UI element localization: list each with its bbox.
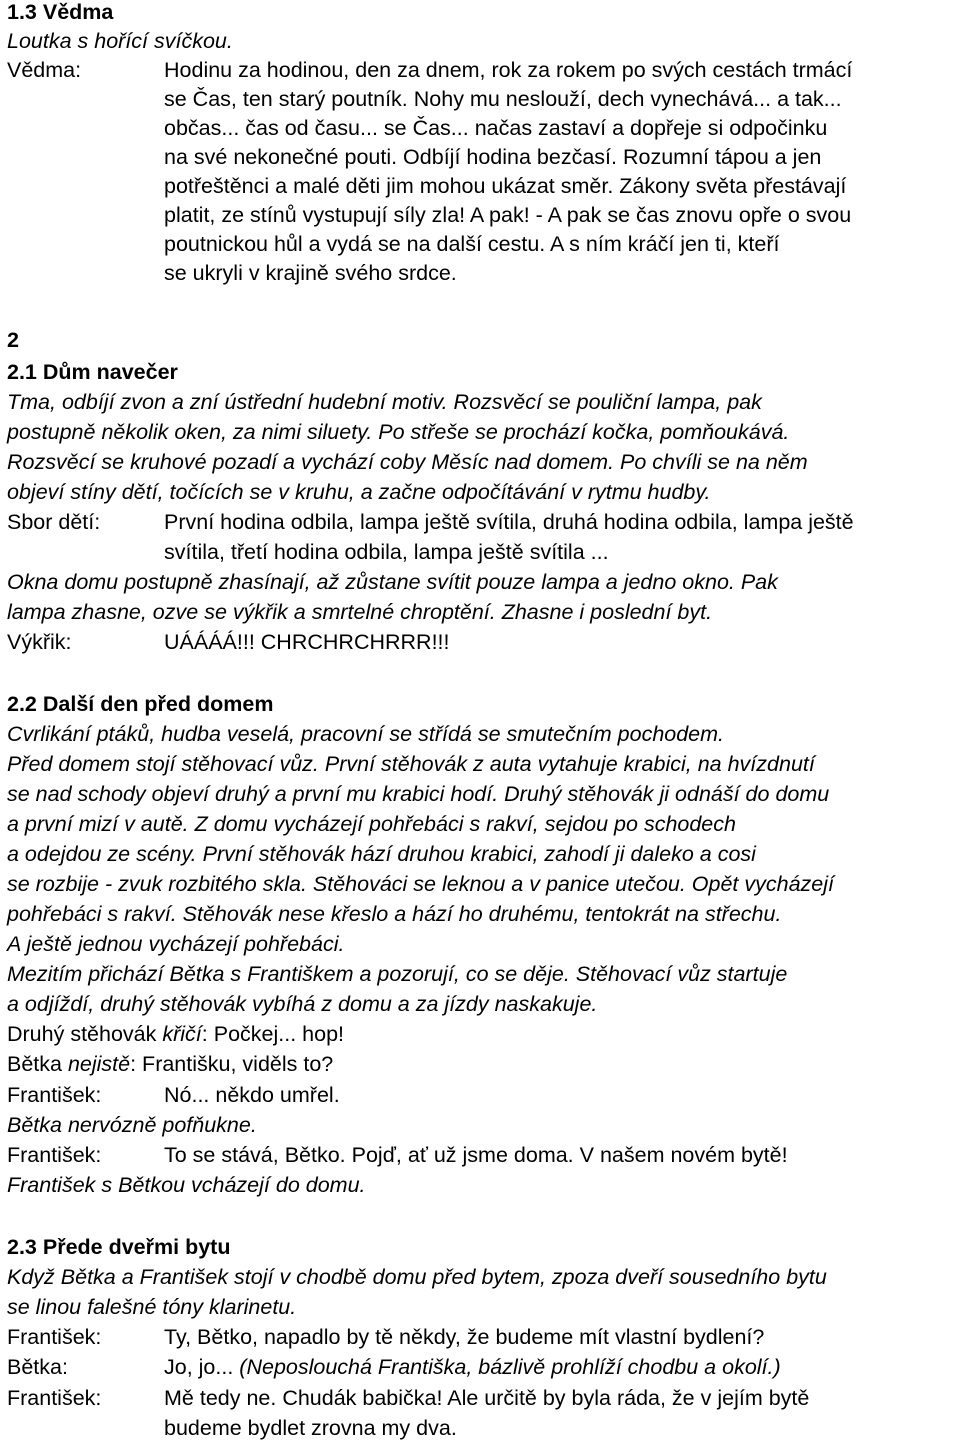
speech-text: : Františku, viděls to? bbox=[130, 1052, 334, 1076]
speaker-direction: nejistě bbox=[67, 1052, 131, 1076]
speaker-label: František: bbox=[7, 1325, 102, 1349]
stage-direction: Tma, odbíjí zvon a zní ústřední hudební motiv. Rozsvěcí se pouliční lampa, pak bbox=[7, 390, 762, 414]
stage-direction: pohřebáci s rakví. Stěhovák nese křeslo a hází ho druhému, tentokrát na střechu. bbox=[7, 902, 782, 926]
speech-line: potřeštěnci a malé děti jim mohou ukázat směr. Zákony světa přestávají bbox=[164, 174, 847, 198]
section-heading-2-1: 2.1 Dům navečer bbox=[7, 360, 178, 384]
speech-line: občas... čas od času... se Čas... načas zastaví a dopřeje si odpočinku bbox=[164, 116, 828, 140]
speech-text: Jo, jo... bbox=[164, 1355, 240, 1379]
stage-direction: Rozsvěcí se kruhové pozadí a vychází coby Měsíc nad domem. Po chvíli se na něm bbox=[7, 450, 808, 474]
speech-line bbox=[164, 1353, 781, 1382]
dialogue-line bbox=[7, 1020, 344, 1049]
speech-line: poutnickou hůl a vydá se na další cestu. A s ním kráčí jen ti, kteří bbox=[164, 232, 780, 256]
stage-direction: Okna domu postupně zhasínají, až zůstane svítit pouze lampa a jedno okno. Pak bbox=[7, 570, 778, 594]
speech-line: Mě tedy ne. Chudák babička! Ale určitě by byla ráda, že v jejím bytě bbox=[164, 1386, 810, 1410]
stage-direction: a odjíždí, druhý stěhovák vybíhá z domu a za jízdy naskakuje. bbox=[7, 992, 598, 1016]
stage-direction: Mezitím přichází Bětka s Františkem a pozorují, co se děje. Stěhovací vůz startuje bbox=[7, 962, 788, 986]
stage-direction: objeví stíny dětí, točících se v kruhu, a začne odpočítávání v rytmu hudby. bbox=[7, 480, 711, 504]
section-heading-1-3: 1.3 Vědma bbox=[7, 0, 114, 24]
speaker-direction: (Neposlouchá Františka, bázlivě prohlíží chodbu a okolí.) bbox=[239, 1355, 781, 1379]
speaker-label: František: bbox=[7, 1143, 102, 1167]
speaker-label: Bětka bbox=[7, 1052, 68, 1076]
speaker-label: František: bbox=[7, 1386, 102, 1410]
section-heading-2-2: 2.2 Další den před domem bbox=[7, 692, 274, 716]
stage-direction: Cvrlikání ptáků, hudba veselá, pracovní se střídá se smutečním pochodem. bbox=[7, 722, 725, 746]
stage-direction: se rozbije - zvuk rozbitého skla. Stěhováci se leknou a v panice utečou. Opět vycházejí bbox=[7, 872, 834, 896]
speaker-label: Vědma: bbox=[7, 58, 82, 82]
speech-line: To se stává, Bětko. Pojď, ať už jsme doma. V našem novém bytě! bbox=[164, 1143, 788, 1167]
speaker-label: Výkřik: bbox=[7, 630, 72, 654]
stage-direction: a první mizí v autě. Z domu vycházejí pohřebáci s rakví, sejdou po schodech bbox=[7, 812, 736, 836]
section-heading-2-3: 2.3 Přede dveřmi bytu bbox=[7, 1235, 231, 1259]
speech-line: se Čas, ten starý poutník. Nohy mu neslouží, dech vynechává... a tak... bbox=[164, 87, 842, 111]
stage-direction: A ještě jednou vycházejí pohřebáci. bbox=[7, 932, 345, 956]
speaker-direction: křičí bbox=[162, 1022, 202, 1046]
speaker-label: Druhý stěhovák bbox=[7, 1022, 163, 1046]
stage-direction: Před domem stojí stěhovací vůz. První stěhovák z auta vytahuje krabici, na hvízdnutí bbox=[7, 752, 815, 776]
stage-direction: postupně několik oken, za nimi siluety. Po střeše se prochází kočka, pomňoukává. bbox=[7, 420, 790, 444]
speech-line: svítila, třetí hodina odbila, lampa ještě svítila ... bbox=[164, 540, 609, 564]
speech-line: UÁÁÁÁ!!! CHRCHRCHRRR!!! bbox=[164, 630, 450, 654]
speech-line: se ukryli v krajině svého srdce. bbox=[164, 261, 457, 285]
stage-direction: Loutka s hořící svíčkou. bbox=[7, 29, 233, 53]
speech-line: Hodinu za hodinou, den za dnem, rok za rokem po svých cestách trmácí bbox=[164, 58, 853, 82]
stage-direction: se linou falešné tóny klarinetu. bbox=[7, 1295, 297, 1319]
stage-direction: František s Bětkou vcházejí do domu. bbox=[7, 1173, 366, 1197]
speech-line: Ty, Bětko, napadlo by tě někdy, že budeme mít vlastní bydlení? bbox=[164, 1325, 765, 1349]
stage-direction: Když Bětka a František stojí v chodbě domu před bytem, zpoza dveří sousedního bytu bbox=[7, 1265, 827, 1289]
stage-direction: lampa zhasne, ozve se výkřik a smrtelné chroptění. Zhasne i poslední byt. bbox=[7, 600, 713, 624]
speech-line: První hodina odbila, lampa ještě svítila, druhá hodina odbila, lampa ještě bbox=[164, 510, 854, 534]
dialogue-line bbox=[7, 1050, 333, 1079]
speaker-label: Bětka: bbox=[7, 1355, 68, 1379]
stage-direction: Bětka nervózně pofňukne. bbox=[7, 1113, 257, 1137]
stage-direction: a odejdou ze scény. První stěhovák hází druhou krabici, zahodí ji daleko a cosi bbox=[7, 842, 756, 866]
speech-line: platit, ze stínů vystupují síly zla! A pak! - A pak se čas znovu opře o svou bbox=[164, 203, 852, 227]
speech-line: na své nekonečné pouti. Odbíjí hodina bezčasí. Rozumní tápou a jen bbox=[164, 145, 822, 169]
speech-line: budeme bydlet zrovna my dva. bbox=[164, 1416, 457, 1440]
chapter-number: 2 bbox=[7, 328, 19, 352]
speaker-label: Sbor dětí: bbox=[7, 510, 101, 534]
speaker-label: František: bbox=[7, 1083, 102, 1107]
speech-line: Nó... někdo umřel. bbox=[164, 1083, 340, 1107]
stage-direction: se nad schody objeví druhý a první mu krabici hodí. Druhý stěhovák ji odnáší do domu bbox=[7, 782, 830, 806]
speech-text: : Počkej... hop! bbox=[201, 1022, 344, 1046]
